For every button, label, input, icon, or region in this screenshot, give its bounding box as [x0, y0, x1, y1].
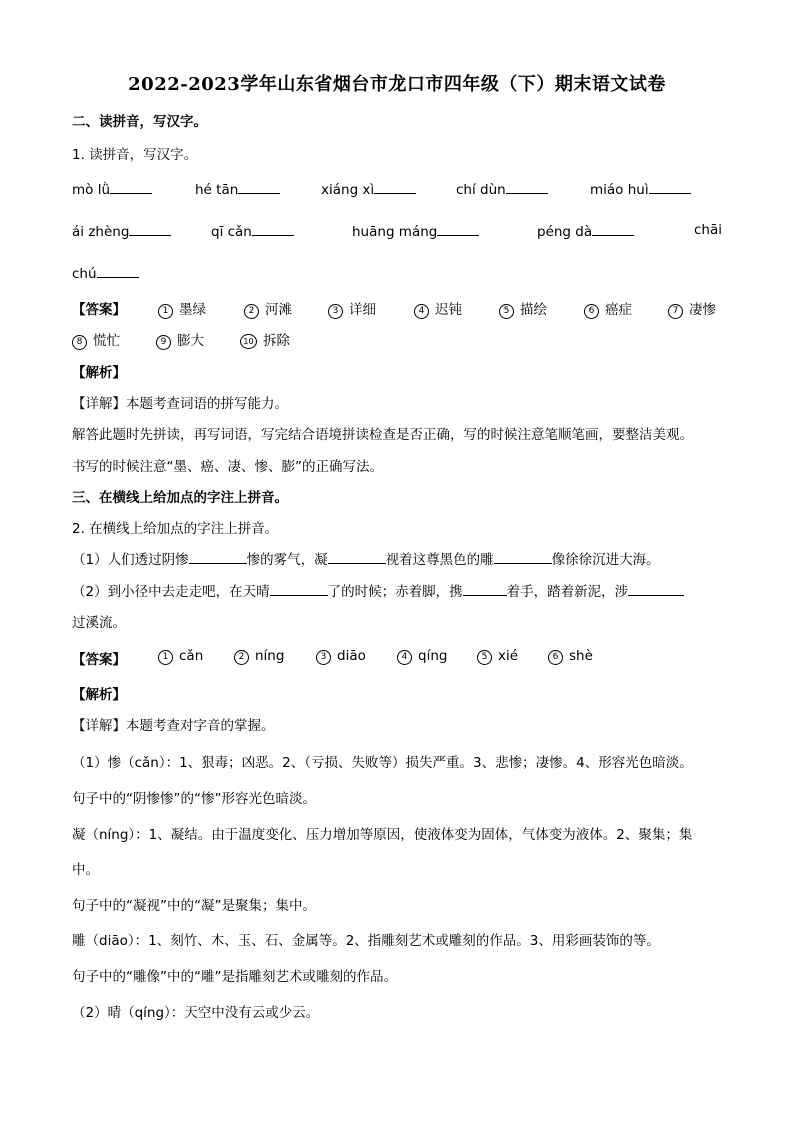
detail-line: 【详解】本题考查对字音的掌握。	[72, 718, 275, 734]
answer-item: 1 cǎn	[158, 648, 203, 665]
detail-line: 句子中的“雕像”中的“雕”是指雕刻艺术或雕刻的作品。	[72, 969, 397, 985]
answer-tag: 【答案】	[72, 652, 126, 668]
answer-item: 7 凄惨	[668, 298, 716, 319]
answer-item: 8 慌忙	[72, 329, 120, 350]
pinyin-item: chāi	[694, 222, 723, 238]
question-1: 1. 读拼音，写汉字。	[72, 147, 198, 163]
pinyin-item: huāng máng	[352, 222, 479, 240]
section-3-heading: 三、在横线上给加点的字注上拼音。	[72, 490, 288, 506]
answer-item: 4 迟钝	[414, 298, 462, 319]
sentence-1: （1）人们透过阴惨 惨的雾气，凝 视着这尊黑色的雕 像徐徐沉进大海。	[72, 552, 660, 568]
section-2-heading: 二、读拼音，写汉字。	[72, 114, 207, 130]
answer-item: 3 详细	[328, 298, 376, 319]
answer-item: 1 墨绿	[158, 298, 206, 319]
answer-row	[72, 648, 732, 668]
answer-item: 3 diāo	[316, 648, 366, 665]
detail-line: 句子中的“阴惨惨”的“惨”形容光色暗淡。	[72, 791, 316, 807]
pinyin-item: qī cǎn	[211, 222, 294, 240]
exam-title: 2022-2023学年山东省烟台市龙口市四年级（下）期末语文试卷	[128, 74, 666, 95]
answer-item: 6 癌症	[584, 298, 632, 319]
answer-item: 4 qíng	[397, 648, 447, 665]
detail-line: 雕（diāo）：1、刻竹、木、玉、石、金属等。2、指雕刻艺术或雕刻的作品。3、用彩画装饰的等。	[72, 933, 660, 949]
answer-row	[72, 329, 372, 349]
detail-line: 书写的时候注意“墨、癌、凄、惨、膨”的正确写法。	[72, 459, 383, 475]
pinyin-item: hé tān	[195, 180, 280, 198]
analysis-tag: 【解析】	[72, 365, 126, 381]
pinyin-item: miáo huì	[590, 180, 691, 198]
pinyin-item: chú	[72, 264, 139, 282]
answer-item: 6 shè	[548, 648, 593, 665]
answer-item: 2 河滩	[244, 298, 292, 319]
pinyin-item: ái zhèng	[72, 222, 171, 240]
detail-line: （1）惨（cǎn）：1、狠毒；凶恶。2、（亏损、失败等）损失严重。3、悲惨；凄惨。4、形容光色暗淡。	[72, 755, 693, 771]
answer-row	[72, 298, 732, 318]
analysis-tag: 【解析】	[72, 687, 126, 703]
answer-item: 5 xié	[477, 648, 518, 665]
answer-item: 10 拆除	[240, 329, 290, 349]
detail-line: 解答此题时先拼读，再写词语，写完结合语境拼读检查是否正确，写的时候注意笔顺笔画，要整洁美观。	[72, 427, 693, 443]
question-2: 2. 在横线上给加点的字注上拼音。	[72, 521, 279, 537]
sentence-2-cont: 过溪流。	[72, 615, 126, 631]
detail-line: 句子中的“凝视”中的“凝”是聚集；集中。	[72, 898, 316, 914]
pinyin-item: péng dà	[537, 222, 634, 240]
sentence-2: （2）到小径中去走走吧，在天晴 了的时候；赤着脚，携 着手，踏着新泥，涉	[72, 580, 684, 600]
answer-item: 5 描绘	[499, 298, 547, 319]
detail-line: 【详解】本题考查词语的拼写能力。	[72, 396, 288, 412]
answer-tag: 【答案】	[72, 302, 126, 318]
pinyin-item: xiáng xì	[321, 180, 416, 198]
pinyin-item: mò lǜ	[72, 180, 152, 198]
answer-item: 2 níng	[234, 648, 284, 665]
detail-line: （2）晴（qíng）：天空中没有云或少云。	[72, 1005, 320, 1021]
detail-line: 凝（níng）：1、凝结。由于温度变化、压力增加等原因，使液体变为固体，气体变为液体。2、聚集；集	[72, 827, 693, 843]
pinyin-item: chí dùn	[456, 180, 548, 198]
answer-item: 9 膨大	[156, 329, 204, 350]
detail-line: 中。	[72, 862, 99, 878]
